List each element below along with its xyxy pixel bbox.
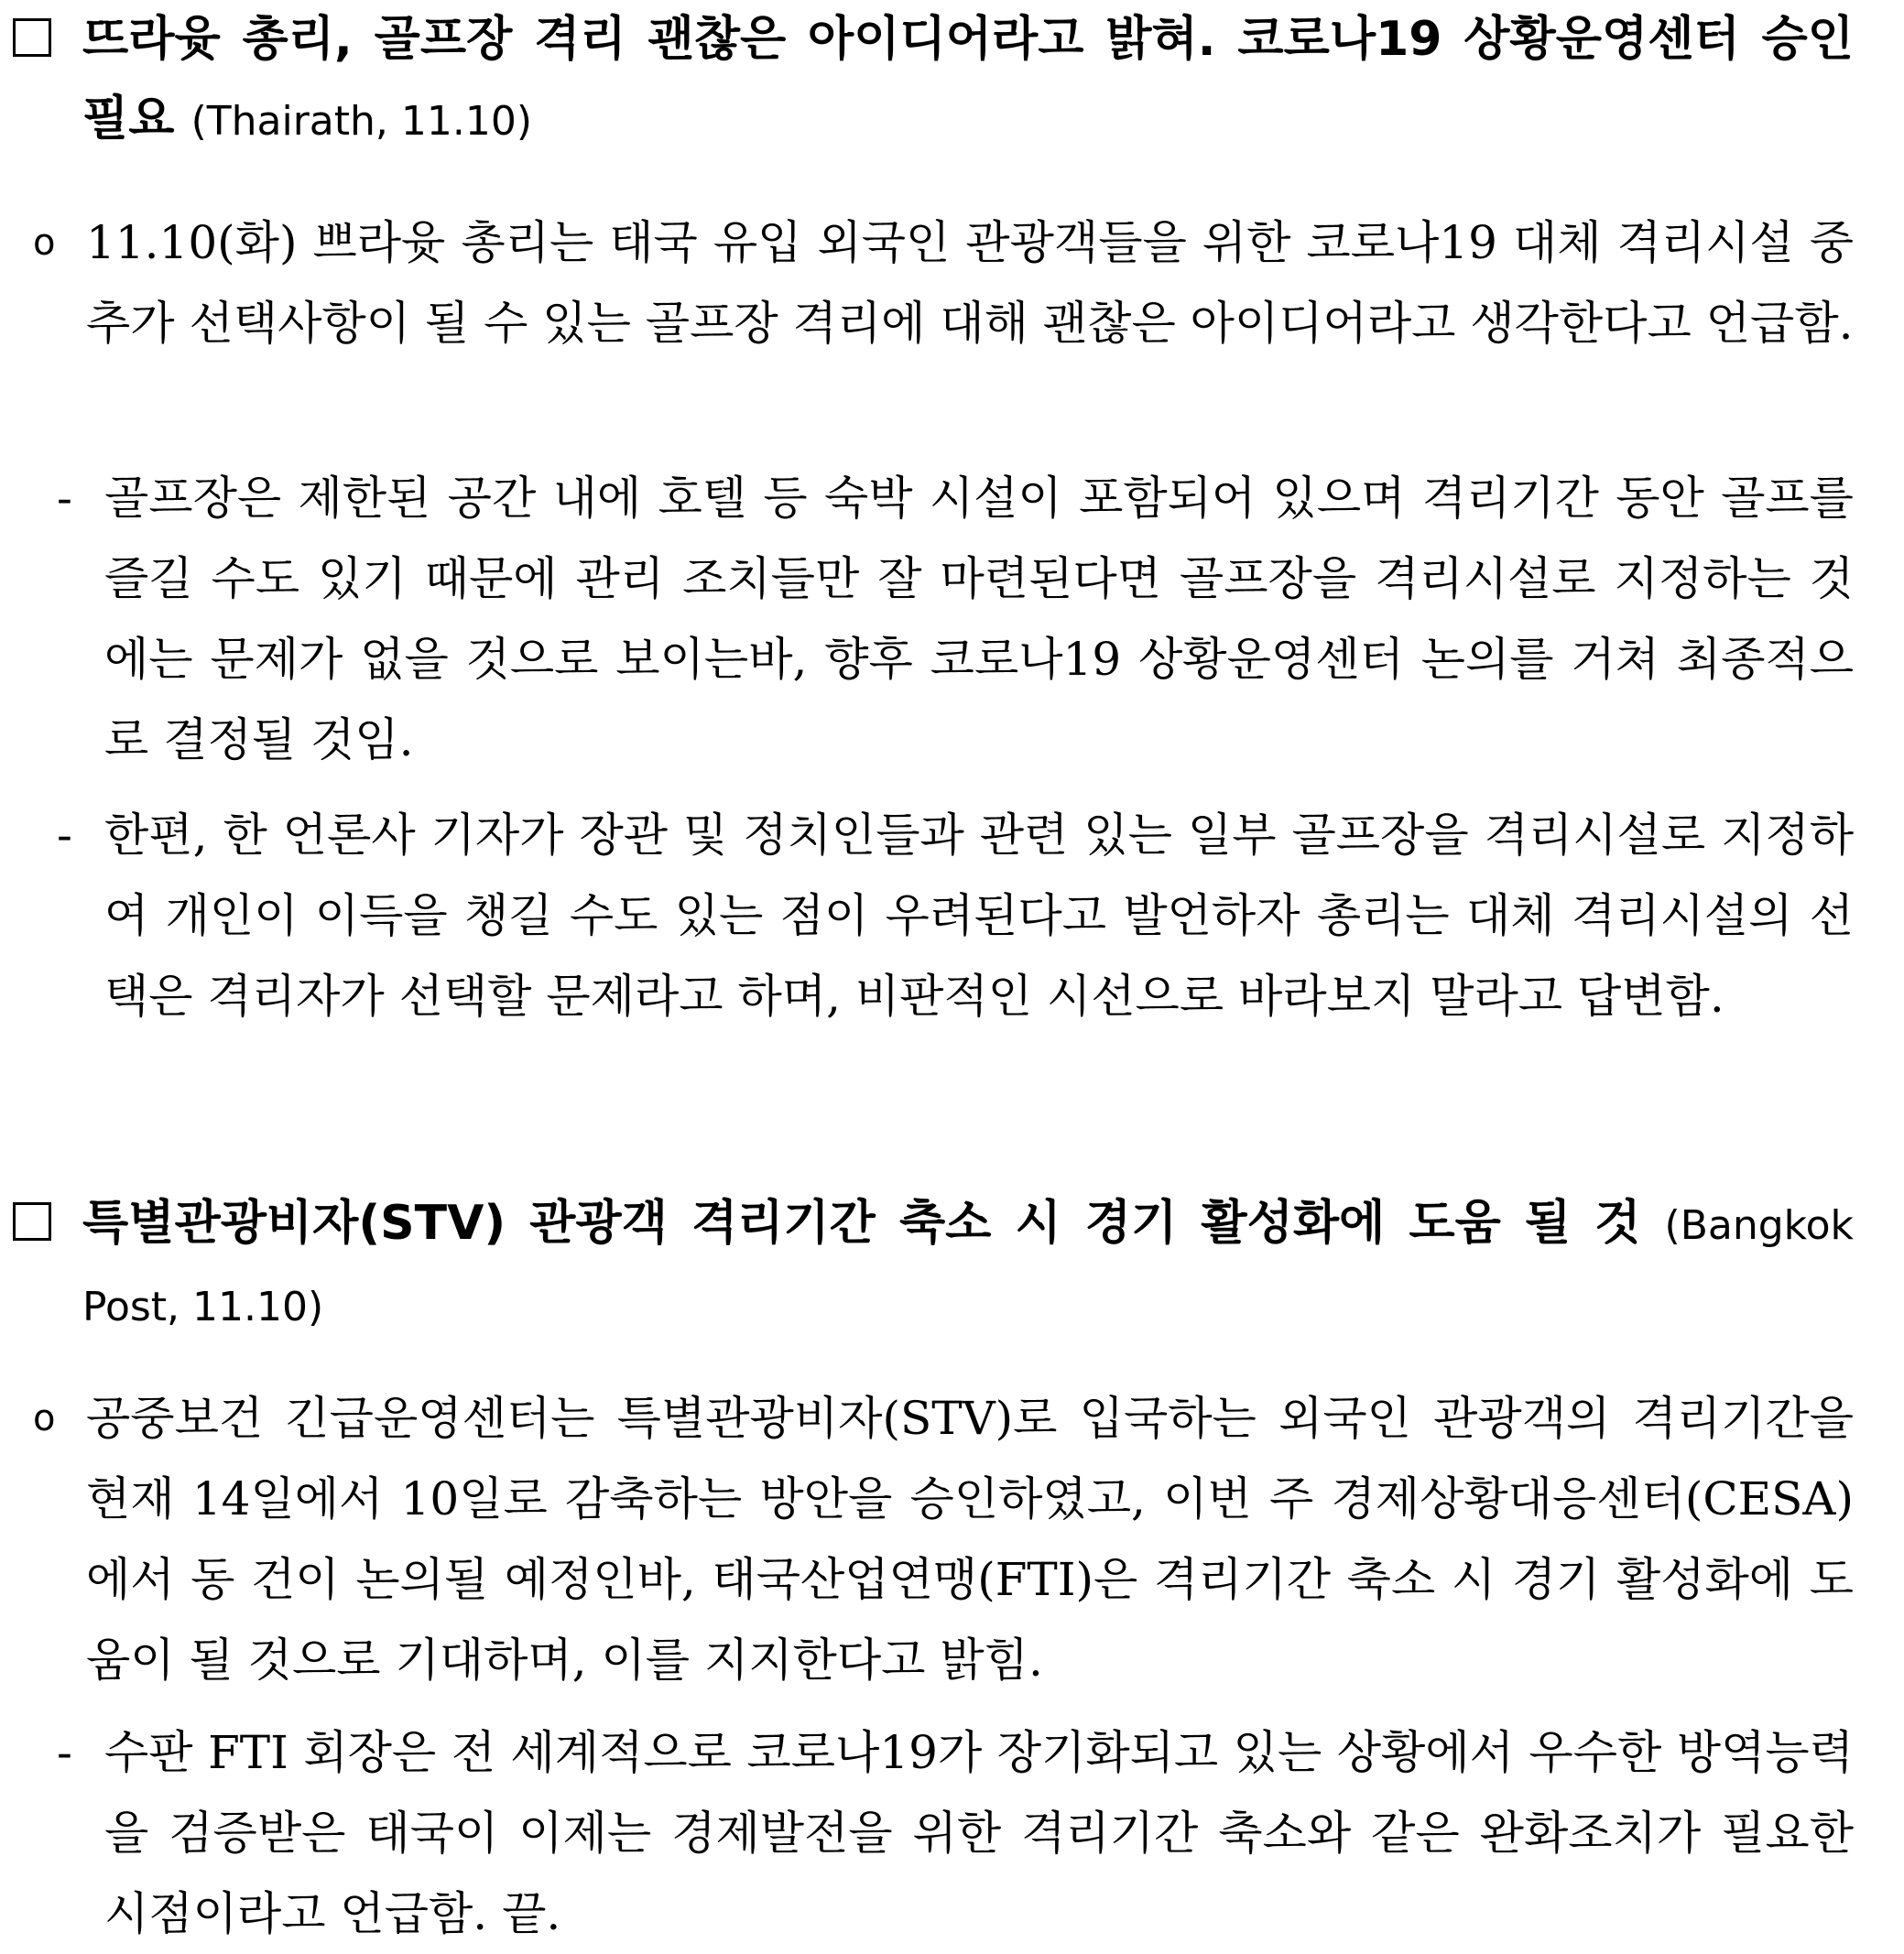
- section-2-main-text: 공중보건 긴급운영센터는 특별관광비자(STV)로 입국하는 외국인 관광객의 격리기간을 현재 14일에서 10일로 감축하는 방안을 승인하였고, 이번 주 경제상황대응센터(CESA)에서 동 건이 논의될 예정인바, 태국산업연맹(FTI)은 격리기간 축소 시 경기 활성화에 도움이 될 것으로 기대하며, 이를 지지한다고 밝힘.: [86, 1392, 1854, 1687]
- section-2-source: (Bangkok Post, 11.10): [82, 1202, 1854, 1330]
- section-1-main-paragraph: [33, 202, 1854, 364]
- section-2-sub-text-1: 수판 FTI 회장은 전 세계적으로 코로나19가 장기화되고 있는 상황에서 우수한 방역능력을 검증받은 태국이 이제는 경제발전을 위한 격리기간 축소와 같은 완화조치가 필요한 시점이라고 언급함. 끝.: [104, 1726, 1854, 1940]
- section-1-sub-paragraph-2: [57, 795, 1854, 1037]
- checkbox-square-icon: [13, 18, 51, 57]
- circle-bullet-marker: o: [33, 1397, 56, 1439]
- section-2-heading: [13, 1184, 1854, 1347]
- checkbox-square-icon: [13, 1202, 51, 1241]
- section-1-heading-text: [82, 0, 1854, 161]
- section-2-heading-text: [82, 1184, 1854, 1347]
- section-1-source: (Thairath, 11.10): [190, 98, 532, 145]
- section-1-heading: [13, 0, 1854, 161]
- section-2-title: 특별관광비자(STV) 관광객 격리기간 축소 시 경기 활성화에 도움 될 것: [82, 1196, 1641, 1251]
- section-1-sub-text-2: 한편, 한 언론사 기자가 장관 및 정치인들과 관련 있는 일부 골프장을 격리시설로 지정하여 개인이 이득을 챙길 수도 있는 점이 우려된다고 발언하자 총리는 대체 격리시설의 선택은 격리자가 선택할 문제라고 하며, 비판적인 시선으로 바라보지 말라고 답변함.: [104, 809, 1854, 1023]
- section-1-sub-paragraph-1: [57, 458, 1854, 780]
- section-1-title: 뜨라윳 총리, 골프장 격리 괜찮은 아이디어라고 밝혀. 코로나19 상황운영센터 승인 필요: [82, 12, 1854, 147]
- section-1-sub-text-1: 골프장은 제한된 공간 내에 호텔 등 숙박 시설이 포함되어 있으며 격리기간 동안 골프를 즐길 수도 있기 때문에 관리 조치들만 잘 마련된다면 골프장을 격리시설로 지정하는 것에는 문제가 없을 것으로 보이는바, 향후 코로나19 상황운영센터 논의를 거쳐 최종적으로 결정될 것임.: [104, 472, 1854, 766]
- circle-bullet-marker: o: [33, 222, 56, 264]
- dash-bullet-marker: -: [57, 472, 72, 525]
- dash-bullet-marker: -: [57, 809, 72, 862]
- section-2-main-paragraph: [33, 1378, 1854, 1700]
- section-1-main-text: 11.10(화) 쁘라윳 총리는 태국 유입 외국인 관광객들을 위한 코로나19 대체 격리시설 중 추가 선택사항이 될 수 있는 골프장 격리에 대해 괜찮은 아이디어라고 생각한다고 언급함.: [86, 216, 1854, 350]
- dash-bullet-marker: -: [57, 1726, 72, 1779]
- section-2-sub-paragraph-1: [57, 1712, 1854, 1954]
